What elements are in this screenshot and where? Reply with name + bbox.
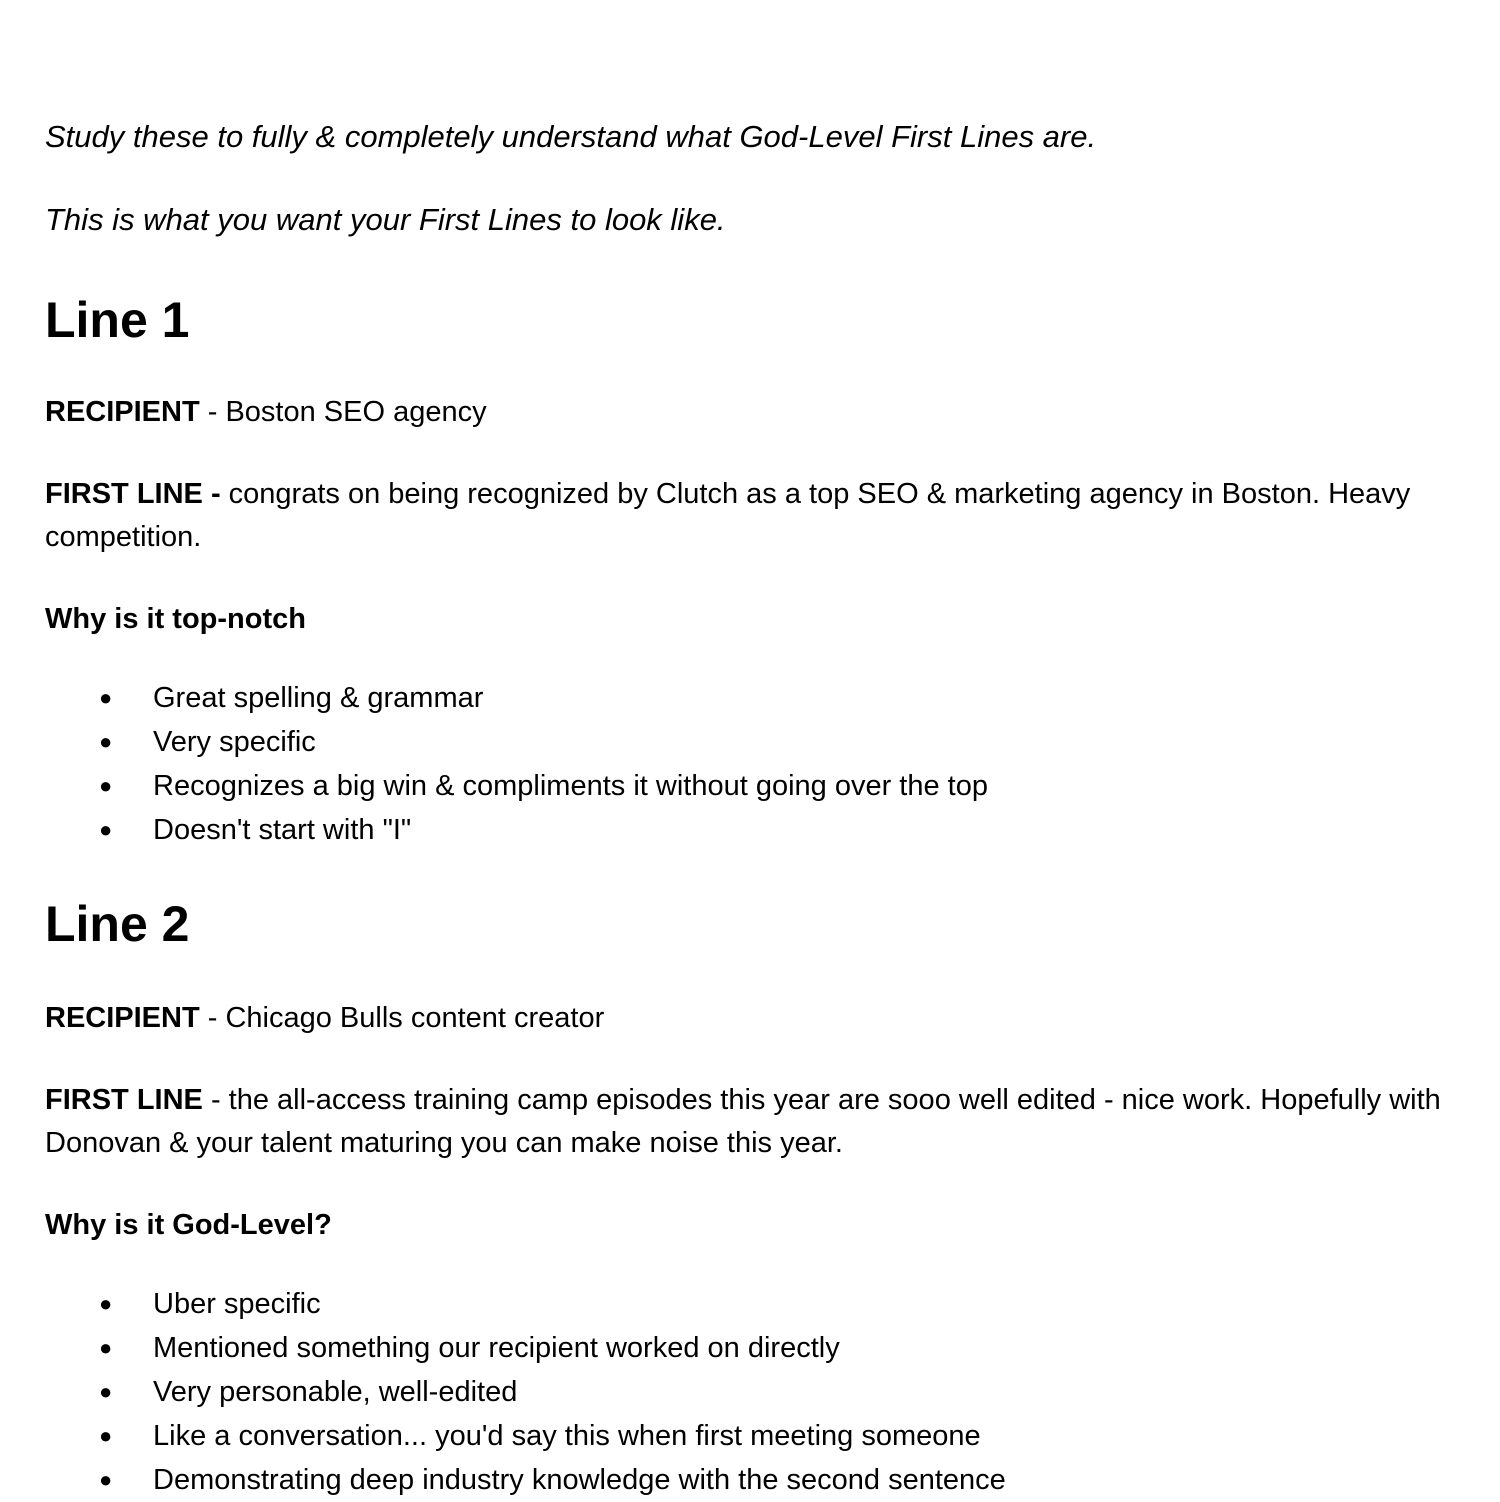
first-line-text: congrats on being recognized by Clutch as a top SEO & marketing agency in Boston. Heavy competition. [45, 478, 1411, 553]
bullet-list [45, 676, 1440, 852]
list-item: ● Great spelling & grammar [45, 676, 1440, 720]
list-item: ● Mentioned something our recipient worked on directly [45, 1326, 1440, 1370]
why-heading: Why is it top-notch [45, 603, 306, 635]
bullet-icon: ● [99, 1335, 113, 1360]
bullet-icon: ● [99, 685, 113, 710]
list-item: ● Recognizes a big win & compliments it without going over the top [45, 764, 1440, 808]
first-line [45, 473, 1440, 559]
first-line-label: FIRST LINE [45, 1084, 203, 1116]
list-item: ● Doesn't start with "I" [45, 808, 1440, 852]
bullet-icon: ● [99, 817, 113, 842]
first-line-label: FIRST LINE - [45, 478, 221, 510]
first-line [45, 1079, 1450, 1165]
list-item: ● Like a conversation... you'd say this when first meeting someone [45, 1414, 1440, 1458]
bullet-icon: ● [99, 1379, 113, 1404]
intro-line: This is what you want your First Lines to look like. [45, 202, 726, 237]
first-line-text: - the all-access training camp episodes this year are sooo well edited - nice work. Hopefully with Donovan & your talent maturing you can make noise this year. [45, 1084, 1441, 1159]
intro-line: Study these to fully & completely understand what God-Level First Lines are. [45, 119, 1097, 154]
recipient-label: RECIPIENT [45, 396, 200, 428]
bullet-icon: ● [99, 1291, 113, 1316]
bullet-icon: ● [99, 1423, 113, 1448]
section-heading: Line 2 [45, 896, 190, 952]
recipient-value: - Chicago Bulls content creator [199, 1002, 605, 1034]
bullet-icon: ● [99, 1467, 113, 1492]
bullet-icon: ● [99, 773, 113, 798]
bullet-list [45, 1282, 1440, 1502]
recipient-value: - Boston SEO agency [199, 396, 487, 428]
list-item: ● Very personable, well-edited [45, 1370, 1440, 1414]
list-item: ● Very specific [45, 720, 1440, 764]
recipient-line [45, 997, 1440, 1040]
list-item: ● Demonstrating deep industry knowledge with the second sentence [45, 1458, 1440, 1502]
why-heading: Why is it God-Level? [45, 1209, 332, 1241]
recipient-label: RECIPIENT [45, 1002, 200, 1034]
recipient-line [45, 391, 1440, 434]
list-item: ● Uber specific [45, 1282, 1440, 1326]
section-heading: Line 1 [45, 292, 190, 348]
bullet-icon: ● [99, 729, 113, 754]
